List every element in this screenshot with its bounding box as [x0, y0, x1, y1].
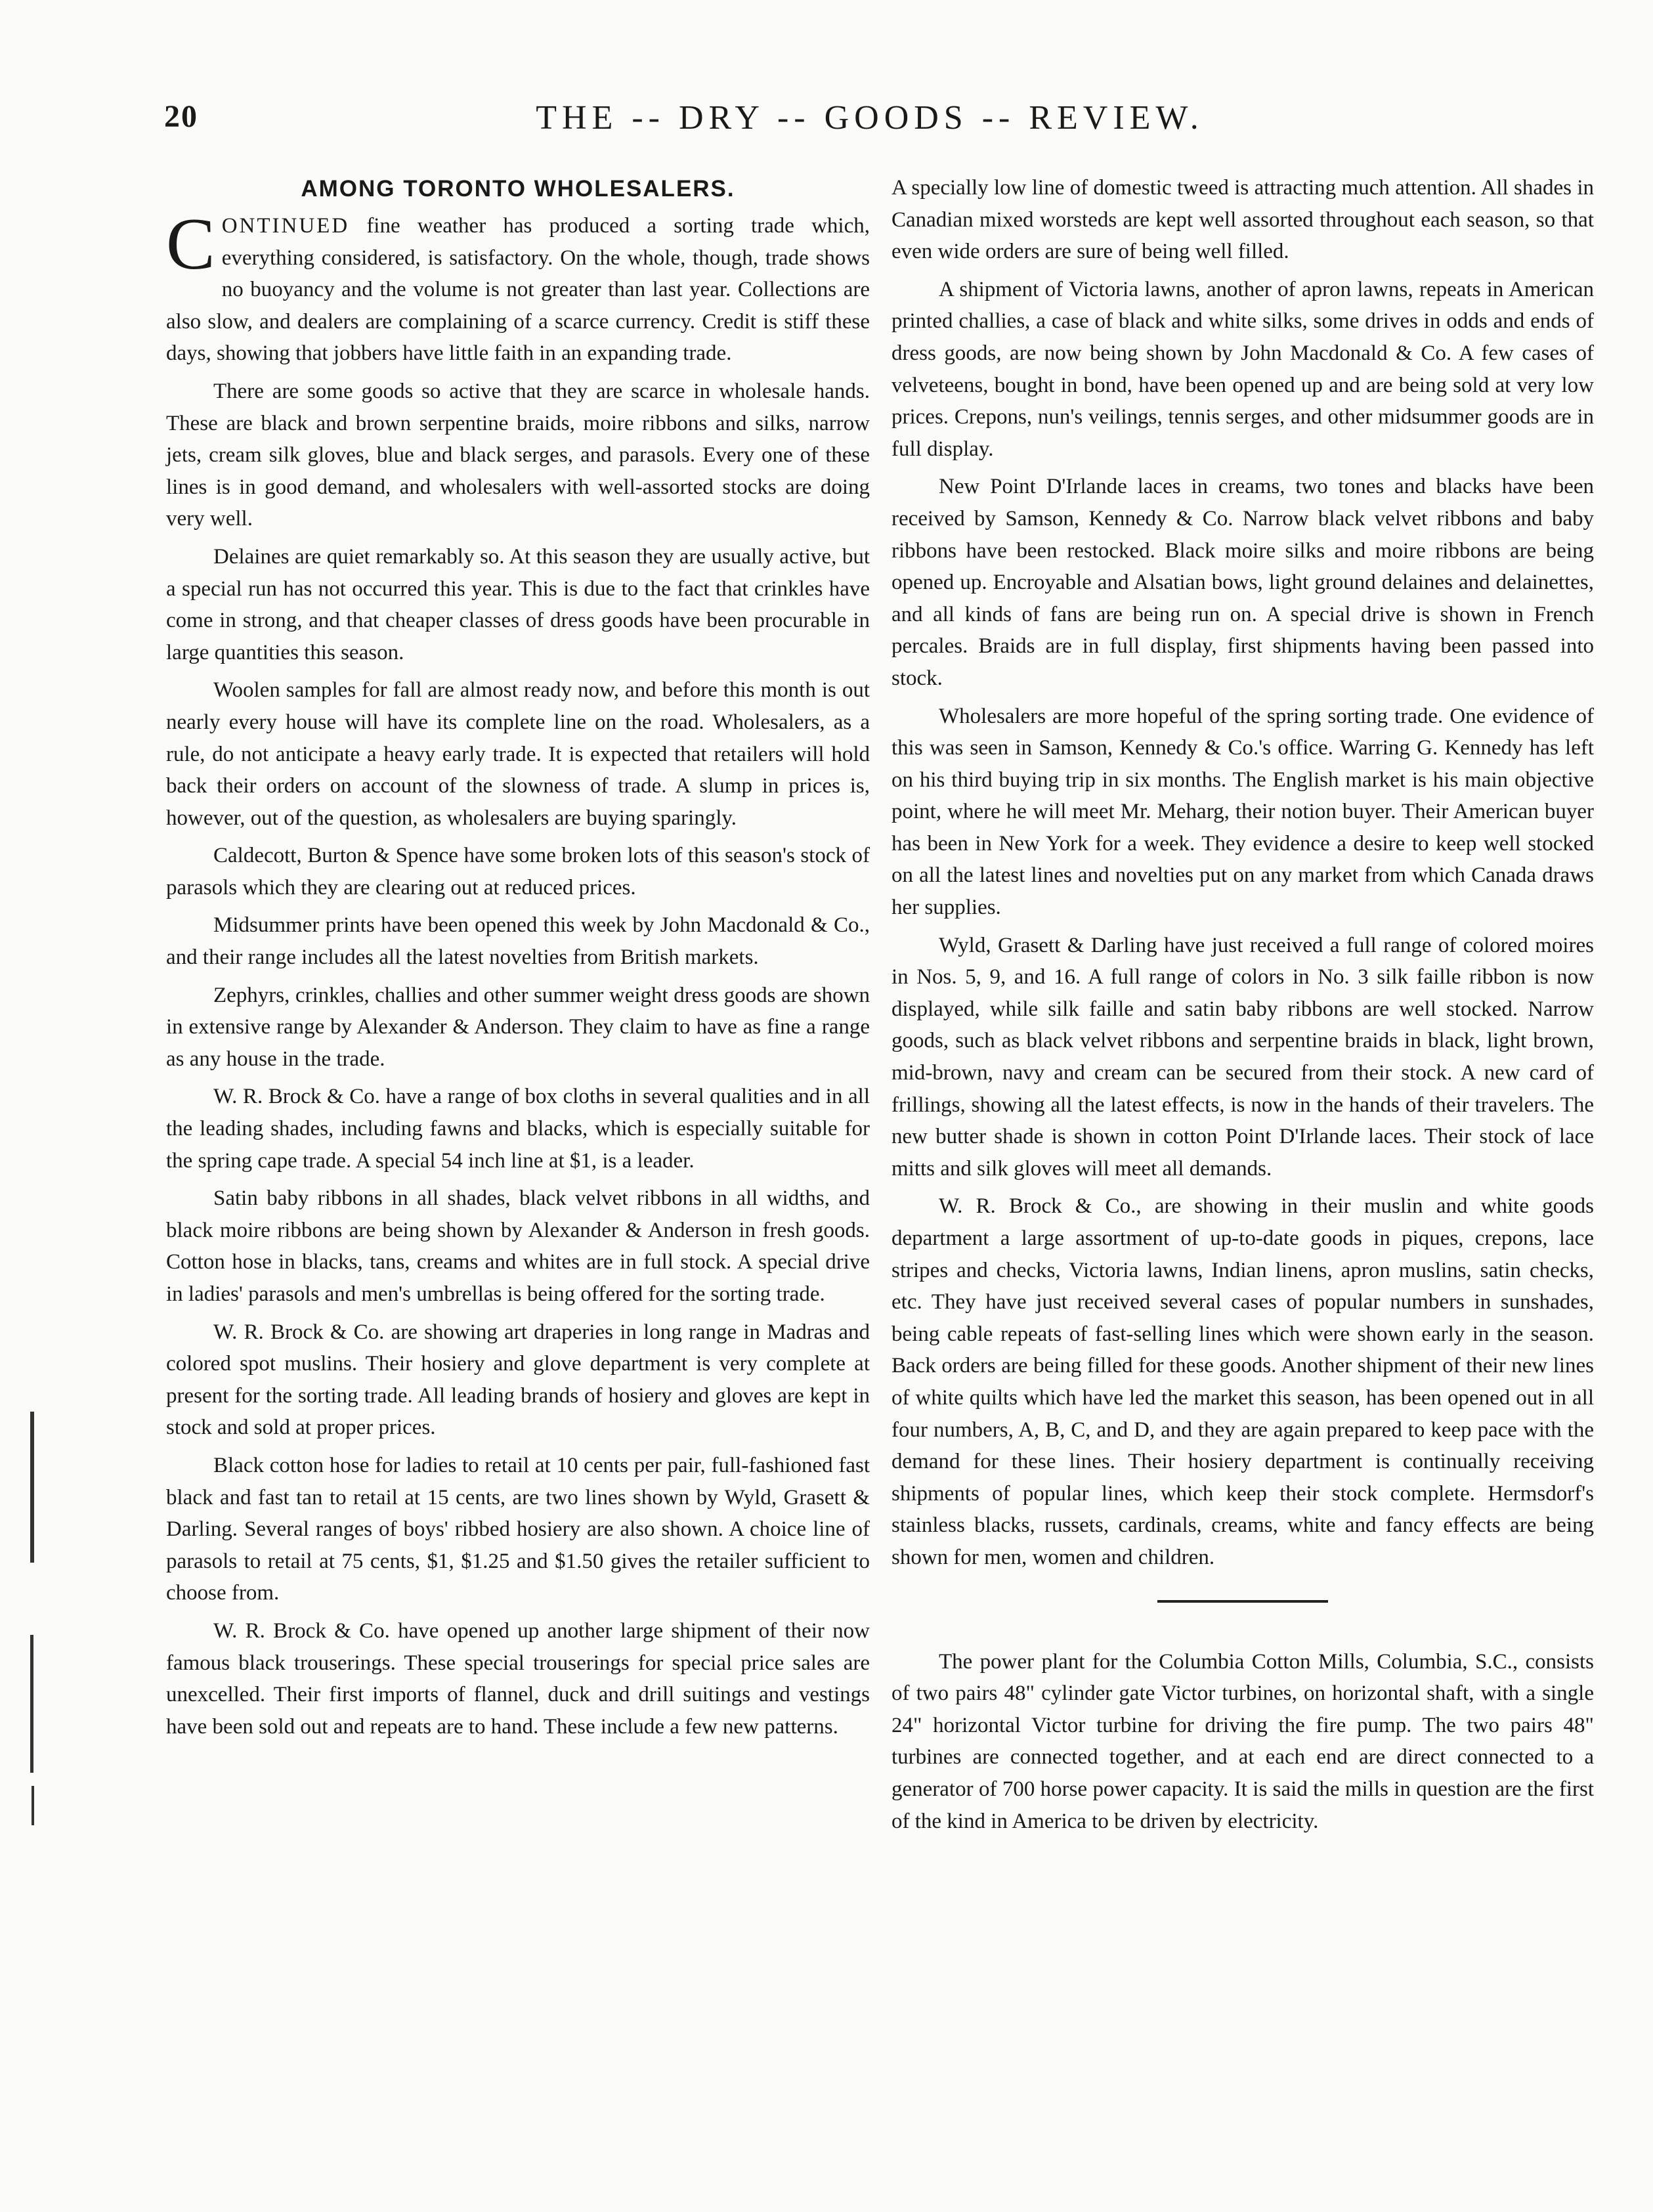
lead-paragraph — [166, 204, 870, 370]
page-header — [164, 98, 1497, 158]
paragraph: Caldecott, Burton & Spence have some broken lots of this season's stock of parasols which they are clearing out at reduced prices. — [166, 844, 870, 900]
page-number: 20 — [164, 99, 198, 134]
paragraph: Black cotton hose for ladies to retail at 10 cents per pair, full-fashioned fast black and fast tan to retail at 15 cents, are two lines shown by Wyld, Grasett & Darling. Several ranges of boys' ribbed hosiery are also shown. A choice line of parasols to retail at 75 cents, $1, $1.25 and $1.50 gives the retailer sufficient to choose from. — [166, 1453, 870, 1605]
left-column — [166, 172, 870, 1748]
paragraph: W. R. Brock & Co. have opened up another large shipment of their now famous black trouserings. These special trouserings for special price sales are unexcelled. Their first imports of flannel, duck and drill suitings and vestings have been sold out and repeats are to hand. These include a few new patterns. — [166, 1618, 870, 1739]
paragraph: Zephyrs, crinkles, challies and other summer weight dress goods are shown in extensive range by Alexander & Anderson. They claim to have as fine a range as any house in the trade. — [166, 983, 870, 1071]
paragraph: Woolen samples for fall are almost ready now, and before this month is out nearly every house will have its complete line on the road. Wholesalers, as a rule, do not anticipate a heavy early trade. It is expected that retailers will hold back their orders on account of the slowness of trade. A slump in prices is, however, out of the question, as wholesalers are buying sparingly. — [166, 678, 870, 830]
paragraph: Satin baby ribbons in all shades, black velvet ribbons in all widths, and black moire ribbons are being shown by Alexander & Anderson in fresh goods. Cotton hose in blacks, tans, creams and whites are in full stock. A special drive in ladies' parasols and men's umbrellas is being offered for the sorting trade. — [166, 1186, 870, 1306]
paragraph: Midsummer prints have been opened this week by John Macdonald & Co., and their range includes all the latest novelties from British markets. — [166, 913, 870, 970]
paragraph: W. R. Brock & Co. are showing art draperies in long range in Madras and colored spot muslins. Their hosiery and glove department is very complete at present for the sorting trade. All leading brands of hosiery and gloves are kept in stock and sold at proper prices. — [166, 1320, 870, 1440]
notice-paragraph: The power plant for the Columbia Cotton Mills, Columbia, S.C., consists of two pairs 48" cylinder gate Victor turbines, on horizontal shaft, with a single 24" horizontal Victor turbine for driving the fire pump. The two pairs 48" turbines are connected together, and at each end are direct connected to a generator of 700 horse power capacity. It is said the mills in question are the first of the kind in America to be driven by electricity. — [891, 1649, 1594, 1833]
right-column — [891, 172, 1594, 1843]
running-head: THE -- DRY -- GOODS -- REVIEW. — [536, 99, 1204, 137]
paragraph: A shipment of Victoria lawns, another of apron lawns, repeats in American printed challies, a case of black and white silks, some drives in odds and ends of dress goods, are now being shown by John Macdonald & Co. A few cases of velveteens, bought in bond, have been opened up and are being sold at very low prices. Crepons, nun's veilings, tennis serges, and other midsummer goods are in full display. — [891, 277, 1594, 461]
binding-mark — [30, 1635, 33, 1773]
lead-smallcaps: ONTINUED — [221, 214, 350, 238]
paragraph: Wyld, Grasett & Darling have just received a full range of colored moires in Nos. 5, 9, and 16. A full range of colors in No. 3 silk faille ribbon is now displayed, while silk faille and satin baby ribbons are well stocked. Narrow goods, such as black velvet ribbons and serpentine braids in black, light brown, mid-brown, navy and cream can be secured from their stock. A new card of frillings, showing all the latest effects, is now in the hands of their travelers. The new butter shade is shown in cotton Point D'Irlande laces. Their stock of lace mitts and silk gloves will meet all demands. — [891, 933, 1594, 1181]
paragraph: There are some goods so active that they are scarce in wholesale hands. These are black and brown serpentine braids, moire ribbons and silks, narrow jets, cream silk gloves, blue and black serges, and parasols. Every one of these lines is in good demand, and wholesalers with well-assorted stocks are doing very well. — [166, 379, 870, 531]
binding-mark — [30, 1412, 34, 1563]
paragraph: W. R. Brock & Co., are showing in their muslin and white goods department a large assortment of up-to-date goods in piques, crepons, lace stripes and checks, Victoria lawns, Indian linens, apron muslins, satin checks, etc. They have just received several cases of popular numbers in sunshades, being cable repeats of fast-selling lines which were shown early in the season. Back orders are being filled for these goods. Another shipment of their new lines of white quilts which have led the market this season, has been opened out in all four numbers, A, B, C, and D, and they are again prepared to keep pace with the demand for these lines. Their hosiery department is continually receiving shipments of popular lines, which keep their stock complete. Hermsdorf's stainless blacks, russets, cardinals, creams, white and fancy effects are being shown for men, women and children. — [891, 1194, 1594, 1569]
section-divider — [1157, 1600, 1328, 1603]
lead-text: fine weather has produced a sorting trade which, everything considered, is satisfactory. On the whole, though, trade shows no buoyancy and the volume is not greater than last year. Collections are also slow, and dealers are complaining of a scarce currency. Credit is stiff these days, showing that jobbers have little faith in an expanding trade. — [166, 214, 870, 366]
paragraph: Wholesalers are more hopeful of the spring sorting trade. One evidence of this was seen in Samson, Kennedy & Co.'s office. Warring G. Kennedy has left on his third buying trip in six months. The English market is his main objective point, where he will meet Mr. Meharg, their notion buyer. Their American buyer has been in New York for a week. They evidence a desire to keep well stocked on all the latest lines and novelties put on any market from which Canada draws her supplies. — [891, 704, 1594, 920]
binding-mark — [32, 1786, 34, 1825]
article-headline: AMONG TORONTO WHOLESALERS. — [301, 176, 735, 202]
continued-paragraph: A specially low line of domestic tweed is attracting much attention. All shades in Canadian mixed worsteds are kept well assorted throughout each season, so that even wide orders are sure of being well filled. — [891, 176, 1594, 264]
paragraph: Delaines are quiet remarkably so. At this season they are usually active, but a special run has not occurred this year. This is due to the fact that crinkles have come in strong, and that cheaper classes of dress goods have been procurable in large quantities this season. — [166, 544, 870, 664]
drop-cap: C — [166, 204, 215, 285]
paragraph: W. R. Brock & Co. have a range of box cloths in several qualities and in all the leading shades, including fawns and blacks, which is especially suitable for the spring cape trade. A special 54 inch line at $1, is a leader. — [166, 1085, 870, 1173]
paragraph: New Point D'Irlande laces in creams, two tones and blacks have been received by Samson, Kennedy & Co. Narrow black velvet ribbons and baby ribbons have been restocked. Black moire silks and moire ribbons are being opened up. Encroyable and Alsatian bows, light ground delaines and delainettes, and all kinds of fans are being run on. A special drive is shown in French percales. Braids are in full display, first shipments having been passed into stock. — [891, 475, 1594, 690]
